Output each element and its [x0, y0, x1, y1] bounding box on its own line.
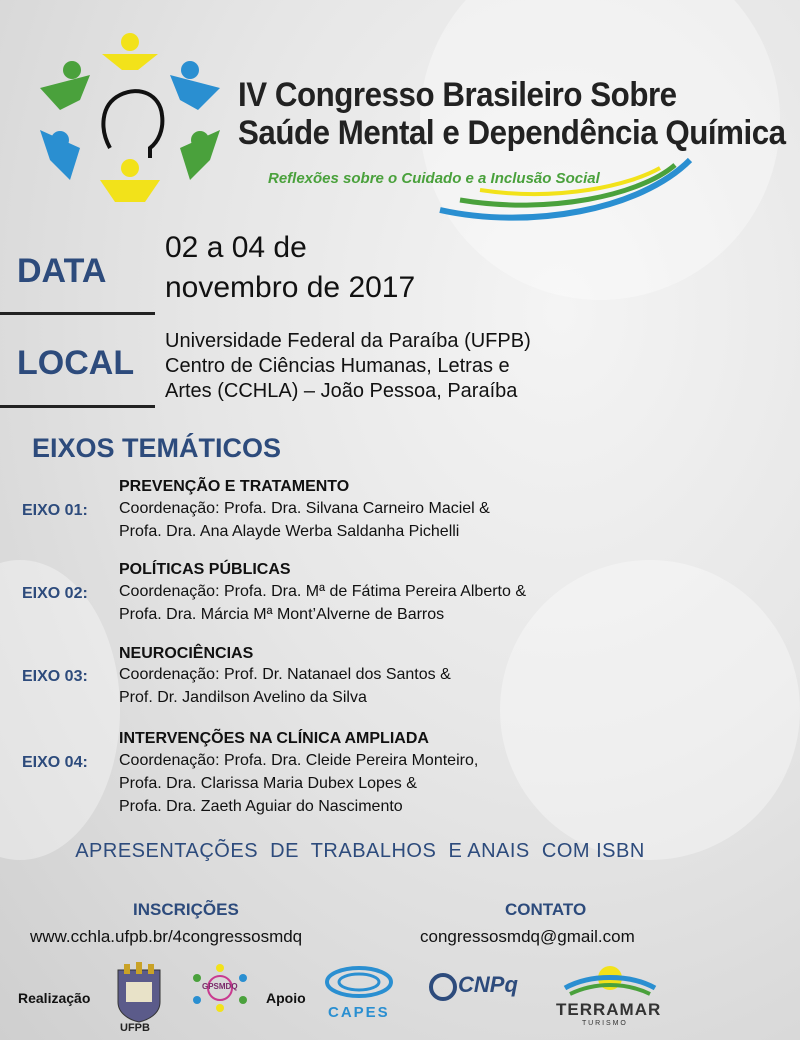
figure-yellow-bottom-icon: [100, 159, 160, 202]
contato-label: CONTATO: [505, 900, 587, 919]
eixos-title: EIXOS TEMÁTICOS: [32, 433, 282, 463]
eixo-heading: PREVENÇÃO E TRATAMENTO: [119, 478, 350, 495]
eixo-coordination: Profa. Dra. Ana Alayde Werba Saldanha Pichelli: [119, 523, 460, 540]
title-line-1: IV Congresso Brasileiro Sobre: [238, 76, 677, 114]
apoio-label: Apoio: [266, 990, 306, 1006]
figure-yellow-top-icon: [102, 33, 158, 70]
cnpq-logo-icon: [428, 970, 458, 1004]
figure-green-left-icon: [40, 61, 90, 110]
eixo-coordination: Coordenação: Prof. Dr. Natanael dos Santos &: [119, 666, 451, 683]
location-label: LOCAL: [17, 344, 135, 382]
figure-blue-right-icon: [170, 61, 220, 110]
eixo-heading: INTERVENÇÕES NA CLÍNICA AMPLIADA: [119, 730, 429, 747]
congress-title: [238, 76, 786, 152]
date-label: DATA: [17, 252, 107, 290]
capes-logo-icon: [322, 960, 396, 1010]
eixo-label: EIXO 04:: [22, 754, 88, 771]
date-line-2: novembro de 2017: [165, 271, 416, 304]
congress-logo: [30, 30, 230, 210]
figure-green-right-icon: [180, 130, 220, 180]
eixo-coordination: Profa. Dra. Clarissa Maria Dubex Lopes &: [119, 775, 417, 792]
apresentacoes-banner: APRESENTAÇÕES DE TRABALHOS E ANAIS COM ISBN: [75, 840, 645, 862]
location-line-3: Artes (CCHLA) – João Pessoa, Paraíba: [165, 380, 518, 402]
contato-email[interactable]: congressosmdq@gmail.com: [420, 927, 635, 946]
head-outline-icon: [103, 91, 162, 158]
gpsmdq-logo: [185, 962, 255, 1024]
location-line-1: Universidade Federal da Paraíba (UFPB): [165, 330, 531, 352]
divider-location: [0, 405, 155, 408]
eixo-coordination: Coordenação: Profa. Dra. Silvana Carneiro Maciel &: [119, 500, 490, 517]
background-shape: [0, 560, 120, 860]
date-value: [165, 228, 415, 308]
realizacao-label: Realização: [18, 990, 91, 1006]
eixo-coordination: Prof. Dr. Jandilson Avelino da Silva: [119, 689, 367, 706]
location-value: [165, 329, 531, 404]
eixo-coordination: Coordenação: Profa. Dra. Cleide Pereira Monteiro,: [119, 752, 479, 769]
figure-blue-left-icon: [40, 130, 80, 180]
inscricoes-label: INSCRIÇÕES: [133, 900, 239, 919]
gpsmdq-text: GPSMDQ: [202, 982, 238, 991]
title-line-2: Saúde Mental e Dependência Química: [238, 114, 786, 152]
divider-date: [0, 312, 155, 315]
eixo-heading: NEUROCIÊNCIAS: [119, 645, 254, 662]
eixo-label: EIXO 03:: [22, 668, 88, 685]
eixo-coordination: Profa. Dra. Márcia Mª Mont’Alverne de Barros: [119, 606, 445, 623]
cnpq-text: CNPq: [458, 972, 518, 997]
inscricoes-link[interactable]: www.cchla.ufpb.br/4congressosmdq: [30, 927, 303, 946]
eixo-label: EIXO 02:: [22, 585, 88, 602]
eixo-heading: POLÍTICAS PÚBLICAS: [119, 561, 291, 578]
background-shape: [500, 560, 800, 860]
terramar-logo-icon: [560, 962, 660, 998]
eixo-label: EIXO 01:: [22, 502, 88, 519]
date-line-1: 02 a 04 de: [165, 231, 307, 264]
ufpb-text: UFPB: [120, 1022, 150, 1034]
location-line-2: Centro de Ciências Humanas, Letras e: [165, 355, 510, 377]
capes-text: CAPES: [328, 1004, 390, 1021]
eixo-coordination: Profa. Dra. Zaeth Aguiar do Nascimento: [119, 798, 403, 815]
swoosh-decoration: [440, 150, 700, 240]
congress-subtitle: Reflexões sobre o Cuidado e a Inclusão Social: [268, 170, 600, 187]
eixo-coordination: Coordenação: Profa. Dra. Mª de Fátima Pereira Alberto &: [119, 583, 526, 600]
terramar-subtext: T U R I S M O: [582, 1020, 626, 1027]
terramar-text: TERRAMAR: [556, 1000, 662, 1019]
